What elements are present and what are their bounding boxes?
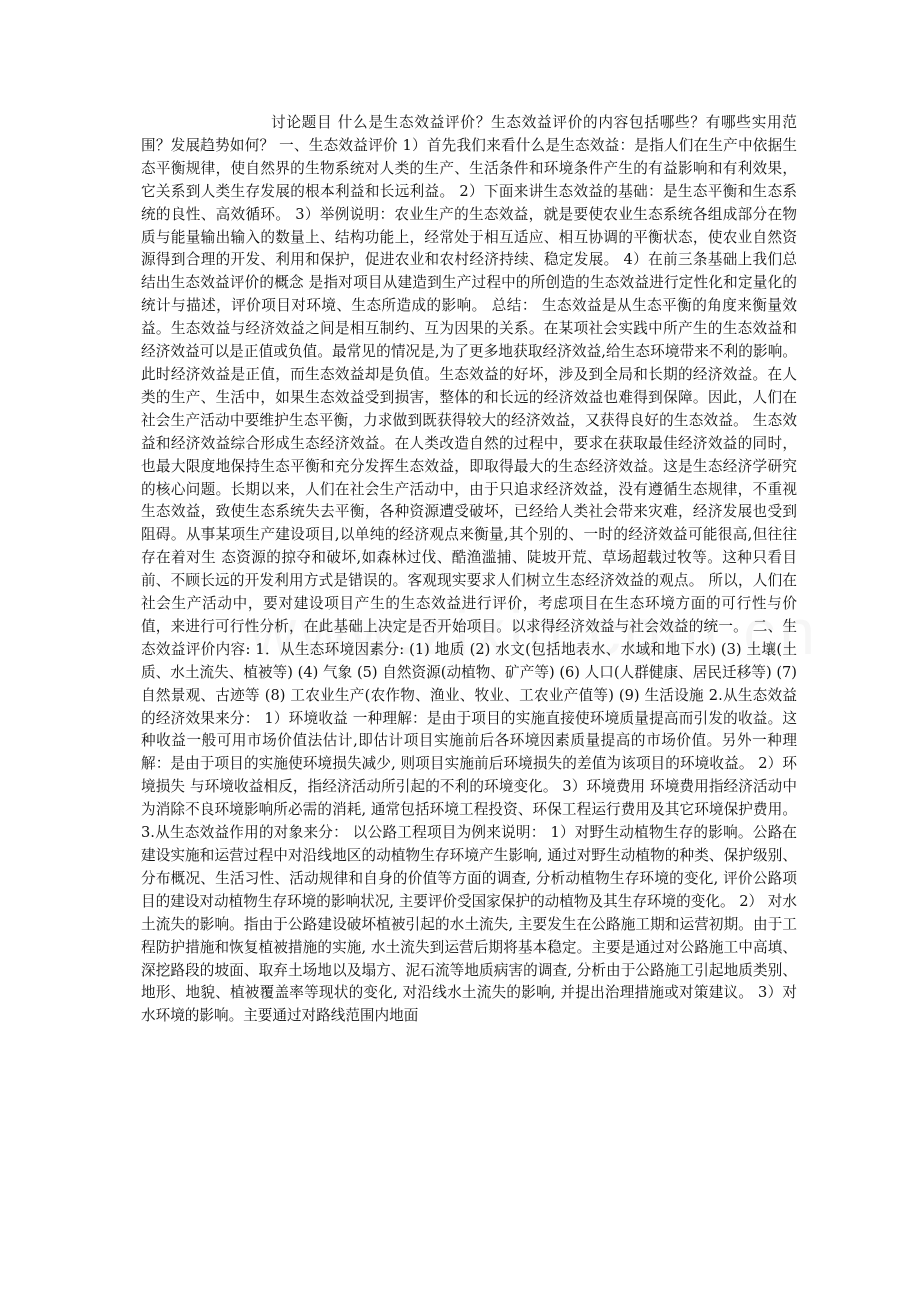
document-body-text: 讨论题目 什么是生态效益评价？生态效益评价的内容包括哪些？有哪些实用范围？发展趋势如何？ 一、生态效益评价 1）首先我们来看什么是生态效益：是指人们在生产中依据生态平衡规律，使自然界的生物系统对人类的生产、生活条件和环境条件产生的有益影响和有利效果，它关系到人类生存发展的根本利益和长远利益。 2）下面来讲生态效益的基础：是生态平衡和生态系统的良性、高效循环。 3）举例说明：农业生产的生态效益，就是要使农业生态系统各组成部分在物质与能量输出输入的数量上、结构功能上，经常处于相互适应、相互协调的平衡状态，使农业自然资源得到合理的开发、利用和保护，促进农业和农村经济持续、稳定发展。 4）在前三条基础上我们总结出生态效益评价的概念 是指对项目从建造到生产过程中的所创造的生态效益进行定性化和定量化的统计与描述，评价项目对环境、生态所造成的影响。 总结： 生态效益是从生态平衡的角度来衡量效益。生态效益与经济效益之间是相互制约、互为因果的关系。在某项社会实践中所产生的生态效益和经济效益可以是正值或负值。最常见的情况是,为了更多地获取经济效益,给生态环境带来不利的影响。此时经济效益是正值，而生态效益却是负值。生态效益的好坏，涉及到全局和长期的经济效益。在人类的生产、生活中，如果生态效益受到损害，整体的和长远的经济效益也难得到保障。因此，人们在社会生产活动中要维护生态平衡，力求做到既获得较大的经济效益，又获得良好的生态效益。 生态效益和经济效益综合形成生态经济效益。在人类改造自然的过程中，要求在获取最佳经济效益的同时，也最大限度地保持生态平衡和充分发挥生态效益，即取得最大的生态经济效益。这是生态经济学研究的核心问题。长期以来，人们在社会生产活动中，由于只追求经济效益，没有遵循生态规律，不重视生态效益，致使生态系统失去平衡，各种资源遭受破坏，已经给人类社会带来灾难，经济发展也受到阻碍。从事某项生产建设项目,以单纯的经济观点来衡量,其个别的、一时的经济效益可能很高,但往往存在着对生 态资源的掠夺和破坏,如森林过伐、酷渔滥捕、陡坡开荒、草场超载过牧等。这种只看目前、不顾长远的开发利用方式是错误的。客观现实要求人们树立生态经济效益的观点。 所以，人们在社会生产活动中，要对建设项目产生的生态效益进行评价，考虑项目在生态环境方面的可行性与价值，来进行可行性分析，在此基础上决定是否开始项目。以求得经济效益与社会效益的统一。 二、生态效益评价内容: 1．从生态环境因素分: (1) 地质 (2) 水文(包括地表水、水域和地下水) (3) 土壤(土质、水土流失、植被等) (4) 气象 (5) 自然资源(动植物、矿产等) (6) 人口(人群健康、居民迁移等) (7) 自然景观、古迹等 (8) 工农业生产(农作物、渔业、牧业、工农业产值等) (9) 生活设施 2.从生态效益的经济效果来分： 1）环境收益 一种理解：是由于项目的实施直接使环境质量提高而引发的收益。这种收益一般可用市场价值法估计,即估计项目实施前后各环境因素质量提高的市场价值。另外一种理解：是由于项目的实施使环境损失减少, 则项目实施前后环境损失的差值为该项目的环境收益。 2）环境损失 与环境收益相反，指经济活动所引起的不利的环境变化。 3）环境费用 环境费用指经济活动中为消除不良环境影响所必需的消耗, 通常包括环境工程投资、环保工程运行费用及其它环境保护费用。 3.从生态效益作用的对象来分： 以公路工程项目为例来说明： 1）对野生动植物生存的影响。公路在建设实施和运营过程中对沿线地区的动植物生存环境产生影响, 通过对野生动植物的种类、保护级别、分布概况、生活习性、活动规律和自身的价值等方面的调查, 分析动植物生存环境的变化, 评价公路项目的建设对动植物生存环境的影响状况, 主要评价受国家保护的动植物及其生存环境的变化。 2） 对水土流失的影响。指由于公路建设破坏植被引起的水土流失, 主要发生在公路施工期和运营初期。由于工程防护措施和恢复植被措施的实施, 水土流失到运营后期将基本稳定。主要是通过对公路施工中高填、深挖路段的坡面、取弃土场地以及塌方、泥石流等地质病害的调查, 分析由于公路施工引起地质类别、地形、地貌、植被覆盖率等现状的变化, 对沿线水土流失的影响, 并提出治理措施或对策建议。 3）对水环境的影响。主要通过对路线范围内地面 <box>141 114 797 1025</box>
